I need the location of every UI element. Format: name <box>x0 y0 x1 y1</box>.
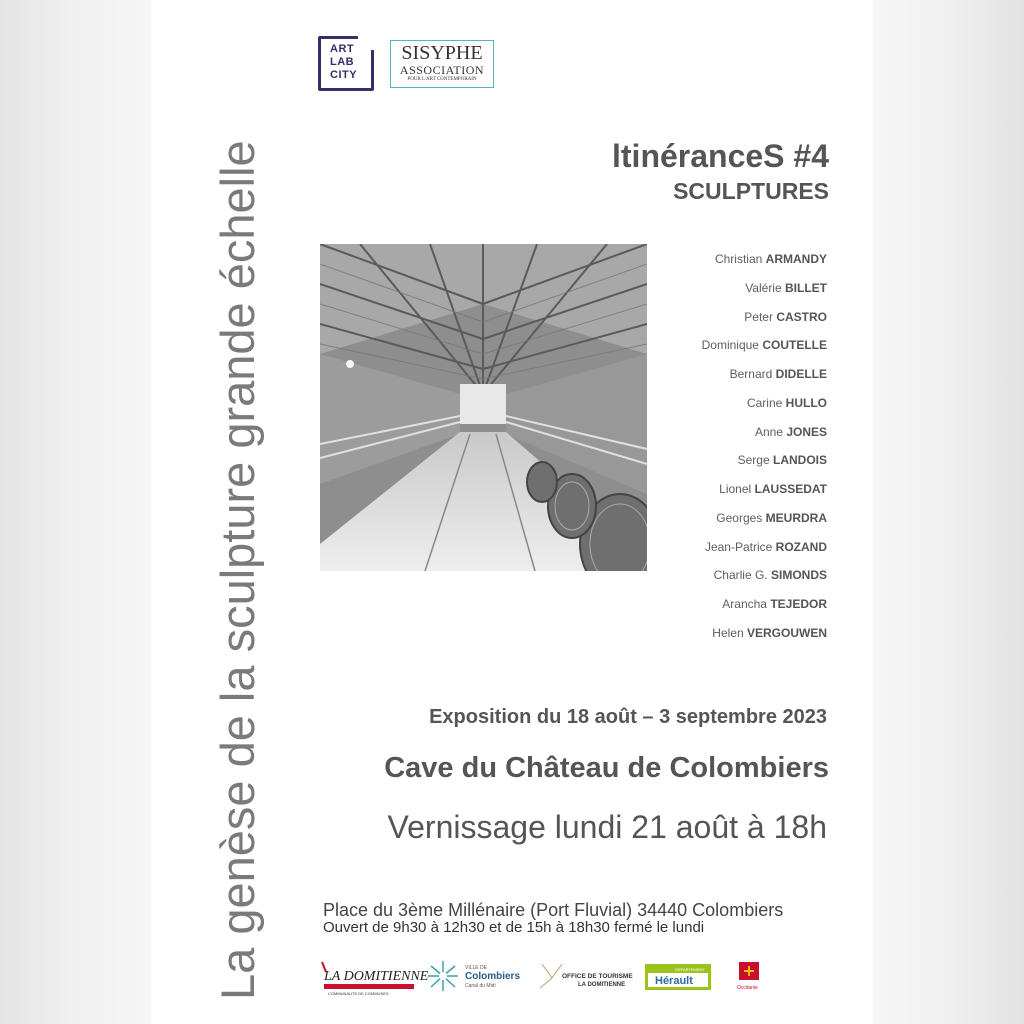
artist-last-name: MEURDRA <box>765 510 827 525</box>
artist-item <box>702 533 827 562</box>
sisyphe-line-1: SISYPHE <box>401 42 483 64</box>
artist-item <box>702 331 827 360</box>
artist-item <box>702 561 827 590</box>
opening-hours: Ouvert de 9h30 à 12h30 et de 15h à 18h30 fermé le lundi <box>323 919 705 936</box>
artist-item <box>702 418 827 447</box>
artlab-line-1: ART <box>330 43 355 55</box>
artist-last-name: ARMANDY <box>765 252 827 266</box>
tourisme-line-1: OFFICE DE TOURISME <box>562 973 633 980</box>
exhibition-dates: Exposition du 18 août – 3 septembre 2023 <box>429 706 827 728</box>
office-tourisme-logo <box>540 964 633 988</box>
artist-first-name: Arancha <box>722 597 767 612</box>
herault-name: Hérault <box>655 975 693 987</box>
sisyphe-line-3: POUR L'ART CONTEMPORAIN <box>407 77 477 82</box>
artist-first-name: Jean-Patrice <box>704 539 773 554</box>
wine-cellar-photo <box>320 244 647 571</box>
artlab-line-2: LAB <box>330 56 355 68</box>
artist-item <box>702 475 827 504</box>
venue-name: Cave du Château de Colombiers <box>384 752 829 784</box>
sponsor-logos <box>320 958 780 998</box>
vernissage-info: Vernissage lundi 21 août à 18h <box>387 809 827 845</box>
artist-first-name: Helen <box>712 625 744 640</box>
artlab-city-logo <box>318 36 374 91</box>
artist-item <box>702 446 827 475</box>
artist-first-name: Peter <box>744 309 773 324</box>
occitanie-name: Occitanie <box>737 985 758 991</box>
artist-last-name: SIMONDS <box>770 568 827 583</box>
artist-first-name: Charlie G. <box>713 568 768 583</box>
sisyphe-association-logo <box>390 40 494 88</box>
artist-item <box>702 360 827 389</box>
artist-item <box>702 245 827 274</box>
artist-first-name: Anne <box>754 424 783 439</box>
artist-first-name: Bernard <box>729 367 773 382</box>
colombiers-small: VILLE DE <box>465 965 487 971</box>
artist-last-name: HULLO <box>785 395 827 410</box>
artist-last-name: LANDOIS <box>773 453 827 468</box>
artist-last-name: JONES <box>786 424 827 439</box>
artist-first-name: Valérie <box>745 280 782 295</box>
tourisme-line-2: LA DOMITIENNE <box>578 982 626 988</box>
artist-first-name: Lionel <box>719 482 752 497</box>
artist-item <box>702 274 827 303</box>
artist-item <box>702 590 827 619</box>
artist-last-name: LAUSSEDAT <box>754 482 827 497</box>
domitienne-sub: COMMUNAUTE DE COMMUNES <box>328 991 389 996</box>
artist-first-name: Dominique <box>701 338 759 353</box>
artlab-line-3: CITY <box>330 69 358 81</box>
la-domitienne-logo <box>322 962 429 996</box>
colombiers-sub: Canal du Midi <box>465 983 496 989</box>
artist-item <box>702 389 827 418</box>
herault-logo <box>645 964 711 990</box>
colombiers-name: Colombiers <box>465 971 521 982</box>
artist-last-name: ROZAND <box>775 539 827 554</box>
sisyphe-line-2: ASSOCIATION <box>399 63 485 77</box>
colombiers-logo <box>428 961 520 991</box>
artist-first-name: Christian <box>714 252 763 266</box>
artist-item <box>702 619 827 648</box>
domitienne-name: LA DOMITIENNE <box>324 969 429 984</box>
artist-item <box>702 303 827 332</box>
artist-item <box>702 504 827 533</box>
exhibition-title: ltinéranceS #4 <box>612 138 829 174</box>
artist-last-name: BILLET <box>785 280 827 295</box>
artist-last-name: VERGOUWEN <box>746 625 827 640</box>
artist-first-name: Serge <box>737 453 770 468</box>
artist-last-name: CASTRO <box>776 309 827 324</box>
herault-small: DÉPARTEMENT <box>675 967 705 972</box>
vertical-title: La genèse de la sculpture grande échelle <box>211 140 264 1000</box>
venue-address: Place du 3ème Millénaire (Port Fluvial) 34440 Colombiers <box>323 900 784 920</box>
occitanie-logo <box>737 962 759 991</box>
exhibition-subtitle: SCULPTURES <box>673 178 829 204</box>
artist-last-name: TEJEDOR <box>770 597 827 612</box>
artist-list <box>702 245 827 648</box>
artist-first-name: Carine <box>746 395 783 410</box>
artist-first-name: Georges <box>716 510 763 525</box>
artist-last-name: COUTELLE <box>762 338 827 353</box>
artist-last-name: DIDELLE <box>775 367 827 382</box>
